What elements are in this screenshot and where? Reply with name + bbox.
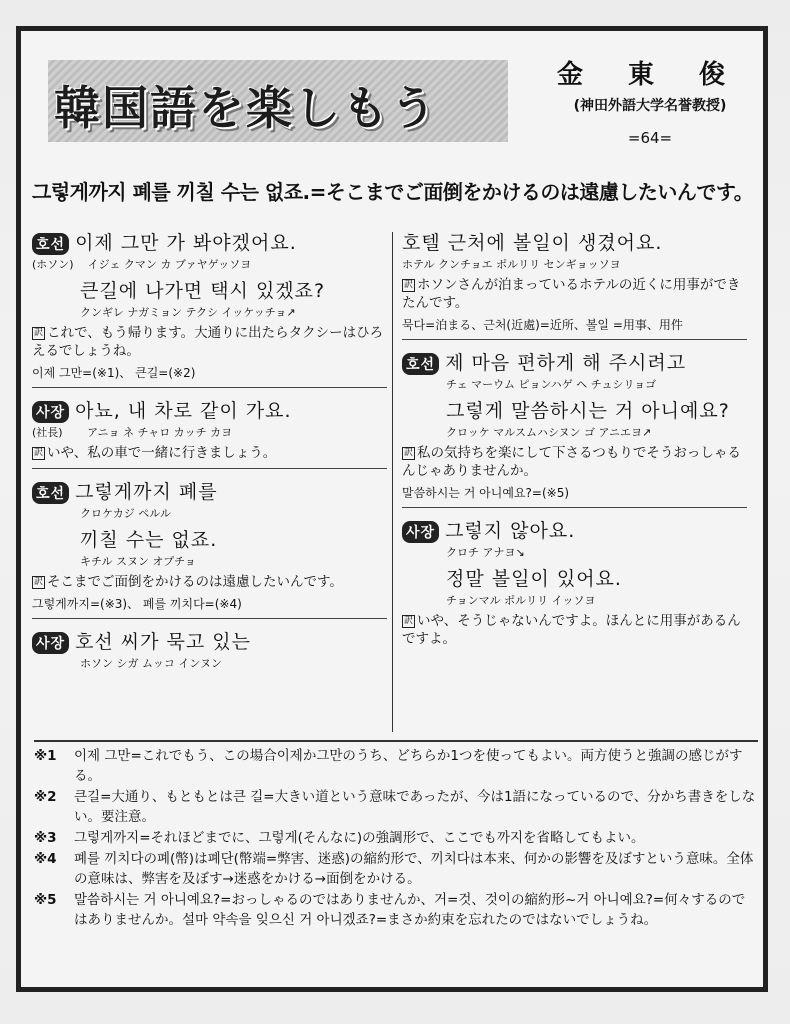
footnote-4: ※4 폐를 끼치다の폐(幣)は폐단(幣端=弊害、迷惑)の縮約形で、끼치다は本来、何かの影響を及ぼすという意味。全体の意味は、弊害を及ぼす→迷惑をかける→面倒をかける。 bbox=[34, 851, 754, 887]
footnote-mark: ※3 bbox=[34, 830, 57, 846]
translation: 訳 いや、私の車で一緒に行きましょう。 bbox=[34, 445, 277, 461]
vocab-note: 묵다=泊まる、근처(近處)=近所、볼일 =用事、用件 bbox=[402, 318, 683, 332]
separator bbox=[32, 387, 387, 388]
speaker-badge: 호선 bbox=[32, 233, 69, 255]
reading-line: (社長) アニョ ネ チャロ カッチ カヨ bbox=[32, 426, 233, 439]
separator bbox=[402, 507, 747, 508]
dialogue-block-1 bbox=[32, 228, 387, 381]
korean-line: 호선 이제 그만 가 봐야겠어요. bbox=[32, 228, 387, 255]
issue-number: =64= bbox=[627, 129, 673, 147]
speaker-badge: 사장 bbox=[402, 521, 439, 543]
author-name: 金 東 俊 bbox=[556, 60, 744, 90]
reading-line: キチル スヌン オプチョ bbox=[80, 555, 196, 568]
korean-line: 정말 볼일이 있어요. bbox=[446, 568, 622, 590]
translation-mark: 訳 bbox=[34, 576, 44, 587]
korean-line: 큰길에 나가면 택시 있겠죠? bbox=[80, 280, 326, 302]
dialogue-block-2 bbox=[32, 396, 387, 462]
speaker-badge: 사장 bbox=[32, 632, 69, 654]
footnotes bbox=[34, 740, 758, 931]
korean-line: 사장 그렇지 않아요. bbox=[402, 516, 747, 543]
separator bbox=[32, 618, 387, 619]
vocab-note: 말씀하시는 거 아니예요?=(※5) bbox=[402, 486, 570, 500]
korean-line: 그렇게 말씀하시는 거 아니예요? bbox=[446, 400, 730, 422]
footnote-2: ※2 큰길=大通り、もともとは큰 길=大きい道という意味であったが、今は1語になっているので、分かち書きをしない。要注意。 bbox=[34, 789, 756, 825]
right-column bbox=[402, 228, 747, 648]
korean-line: 끼칠 수는 없죠. bbox=[80, 529, 218, 551]
lesson-headline: 그렇게까지 폐를 끼칠 수는 없죠.=そこまでご面倒をかけるのは遠慮したいんです。 bbox=[32, 180, 754, 204]
footnote-mark: ※1 bbox=[34, 748, 57, 764]
translation-mark: 訳 bbox=[34, 327, 44, 338]
reading-line: クロケカジ ペルル bbox=[80, 507, 172, 520]
reading-line: ホソン シガ ムッコ インヌン bbox=[80, 657, 222, 670]
footnote-1: ※1 이제 그만=これでもう、この場合이제か그만のうち、どちらか1つを使ってもよい。両方使うと強調の感じがする。 bbox=[34, 748, 743, 784]
korean-line: 사장 아뇨, 내 차로 같이 가요. bbox=[32, 396, 387, 423]
translation-mark: 訳 bbox=[404, 279, 414, 290]
translation-mark: 訳 bbox=[34, 447, 44, 458]
reading-line: ホテル クンチョエ ポルリリ センギョッソヨ bbox=[402, 258, 621, 271]
vocab-note: 그렇게까지=(※3)、 폐를 끼치다=(※4) bbox=[32, 597, 242, 611]
translation-mark: 訳 bbox=[404, 615, 414, 626]
footnote-5: ※5 말씀하시는 거 아니예요?=おっしゃるのではありませんか、거=것、것이の縮約形~거 아니예요?=何々するのではありませんか。설마 약속을 잊으신 거 아니겠죠?=まさか約束を忘れたのではないでしょうね。 bbox=[34, 892, 746, 928]
dialogue-block-5 bbox=[402, 228, 747, 333]
translation-mark: 訳 bbox=[404, 447, 414, 458]
author-affiliation: (神田外語大学名誉教授) bbox=[573, 98, 727, 114]
author-block bbox=[550, 54, 750, 147]
translation: 訳 いや、そうじゃないんですよ。ほんとに用事があるんですよ。 bbox=[402, 613, 741, 647]
korean-line: 호선 그렇게까지 폐를 bbox=[32, 477, 387, 504]
reading-line: (ホソン) イジェ クマン カ ブァヤゲッソヨ bbox=[32, 258, 252, 271]
dialogue-block-6 bbox=[402, 348, 747, 501]
footnote-mark: ※5 bbox=[34, 892, 57, 908]
speaker-reading: (社長) bbox=[32, 426, 63, 439]
reading-line: クンギレ ナガミョン テクシ イッケッチョ↗ bbox=[80, 306, 296, 319]
dialogue-block-4 bbox=[32, 627, 387, 671]
column-title: 韓国語を楽しもう bbox=[54, 81, 438, 135]
title-banner bbox=[38, 60, 518, 150]
translation: 訳 ホソンさんが泊まっているホテルの近くに用事ができたんです。 bbox=[402, 277, 741, 311]
column-divider bbox=[392, 232, 393, 732]
translation: 訳 これで、もう帰ります。大通りに出たらタクシーはひろえるでしょうね。 bbox=[32, 325, 384, 359]
dialogue-block-3 bbox=[32, 477, 387, 612]
footnote-mark: ※4 bbox=[34, 851, 57, 867]
speaker-badge: 사장 bbox=[32, 401, 69, 423]
translation: 訳 私の気持ちを楽にして下さるつもりでそうおっしゃるんじゃありませんか。 bbox=[402, 445, 741, 479]
left-column bbox=[32, 228, 387, 675]
footnote-mark: ※2 bbox=[34, 789, 57, 805]
korean-line: 호텔 근처에 볼일이 생겼어요. bbox=[402, 232, 663, 254]
reading-line: クロチ アナヨ↘ bbox=[446, 546, 525, 559]
korean-line: 사장 호선 씨가 묵고 있는 bbox=[32, 627, 387, 654]
vocab-note: 이제 그만=(※1)、 큰길=(※2) bbox=[32, 366, 196, 380]
reading-line: チョンマル ポルリリ イッソヨ bbox=[446, 594, 596, 607]
speaker-badge: 호선 bbox=[402, 353, 439, 375]
dialogue-block-7 bbox=[402, 516, 747, 648]
reading-line: チェ マーウム ピョンハゲ ヘ チュシリョゴ bbox=[446, 378, 657, 391]
translation: 訳 そこまでご面倒をかけるのは遠慮したいんです。 bbox=[34, 574, 343, 590]
korean-line: 호선 제 마음 편하게 해 주시려고 bbox=[402, 348, 747, 375]
separator bbox=[32, 468, 387, 469]
separator bbox=[402, 339, 747, 340]
speaker-badge: 호선 bbox=[32, 482, 69, 504]
reading-line: クロッケ マルスムハシヌン ゴ アニエヨ↗ bbox=[446, 426, 652, 439]
speaker-reading: (ホソン) bbox=[32, 258, 74, 271]
footnote-3: ※3 그렇게까지=それほどまでに、그렇게(そんなに)の強調形で、ここでも까지を省略してもよい。 bbox=[34, 830, 645, 846]
